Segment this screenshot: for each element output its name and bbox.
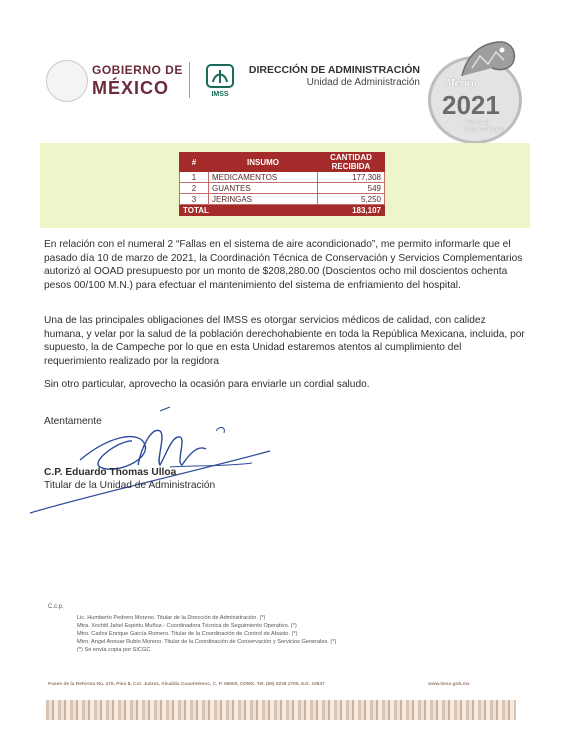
signer-name: C.P. Eduardo Thomas Ulloa — [44, 467, 177, 478]
row-item: MEDICAMENTOS — [209, 172, 318, 183]
ccp-list — [77, 614, 336, 654]
direction-title: DIRECCIÓN DE ADMINISTRACIÓN — [248, 64, 420, 76]
row-number: 1 — [180, 172, 209, 183]
row-item: JERINGAS — [209, 194, 318, 205]
mexico-2021-badge — [428, 38, 522, 138]
total-label: TOTAL — [180, 205, 318, 216]
imss-logo — [206, 64, 234, 98]
badge-year: 2021 — [442, 90, 500, 120]
row-number: 3 — [180, 194, 209, 205]
list-item: Mtro. Angel Annuar Rubio Moreno. Titular de la Coordinación de Conservación y Servicios Generales. (*) — [77, 639, 337, 645]
row-number: 2 — [180, 183, 209, 194]
table-row — [180, 172, 385, 183]
direction-subtitle: Unidad de Administración — [306, 77, 420, 89]
badge-sub: Año de la Independencia — [464, 120, 504, 133]
ccp-label: C.c.p. — [48, 604, 64, 610]
imss-label: IMSS — [211, 91, 229, 98]
list-item: Lic. Humberto Pedrero Moreno. Titular de la Dirección de Administración. (*) — [77, 615, 266, 621]
supplies-table — [179, 152, 385, 216]
row-item: GUANTES — [209, 183, 318, 194]
footer-website: www.imss.gob.mx — [428, 682, 470, 687]
table-header-row — [180, 153, 385, 172]
signer-title: Titular de la Unidad de Administración — [44, 480, 216, 491]
serpent-head-icon — [458, 38, 518, 78]
row-qty: 5,250 — [318, 194, 385, 205]
list-item: Mtro. Carlos Enrique García Romero. Titular de la Coordinación de Control de Abasto. (*) — [77, 631, 298, 637]
paragraph-closing: Sin otro particular, aprovecho la ocasión para enviarle un cordial saludo. — [44, 379, 370, 390]
mexico-seal-icon — [46, 60, 88, 102]
header-number: # — [180, 153, 209, 172]
table-row — [180, 183, 385, 194]
row-qty: 177,308 — [318, 172, 385, 183]
table-total-row — [180, 205, 385, 216]
gob-line2: MÉXICO — [92, 78, 170, 98]
logo-divider — [189, 62, 190, 98]
list-item: (*) Se envía copia por SICGC — [77, 647, 151, 653]
table-row — [180, 194, 385, 205]
direction-heading — [249, 64, 420, 90]
badge-mexico: México — [446, 78, 477, 89]
header-cantidad: CANTIDAD RECIBIDA — [318, 153, 385, 172]
paragraph-obligations: Una de las principales obligaciones del IMSS es otorgar servicios médicos de calidad, con calidez humana, y velar por la salud de la población derechohabiente en toda la República Mexicana, incluida, por supuesto, la de Campeche por lo que en esta Unidad estaremos atentos al cumplimiento del requerimiento realizado por la regidora — [44, 315, 525, 367]
row-qty: 549 — [318, 183, 385, 194]
signature-image — [20, 405, 290, 515]
gob-line1: GOBIERNO DE — [92, 63, 183, 77]
list-item: Mtra. Xochitl Jahel Espiritu Muñoz.- Coordinadora Técnica de Seguimiento Operativo. (*) — [77, 623, 297, 629]
total-value: 183,107 — [318, 205, 385, 216]
gobierno-de-mexico-logo — [92, 64, 183, 97]
paragraph-budget: En relación con el numeral 2 “Fallas en el sistema de aire acondicionado”, me permito informarle que el pasado día 10 de marzo de 2021, la Coordinación Técnica de Conservación y Servicios Complementarios autorizó al OOAD presupuesto por un monto de $208,280.00 (Doscientos ocho mil doscientos ochenta pesos 00/100 M.N.) para efectuar el mantenimiento del sistema de enfriamiento del hospital. — [44, 239, 523, 291]
decorative-footer-strip — [46, 700, 516, 720]
closing-salutation: Atentamente — [44, 416, 102, 427]
footer-address: Paseo de la Reforma No. 476, Piso 8, Col. Juárez, Alcaldía Cuauhtémoc, C. P. 06600, CDMX. Tel. (55) 5238 2700, Ext. 10837 — [48, 682, 325, 687]
header-insumo: INSUMO — [209, 153, 318, 172]
